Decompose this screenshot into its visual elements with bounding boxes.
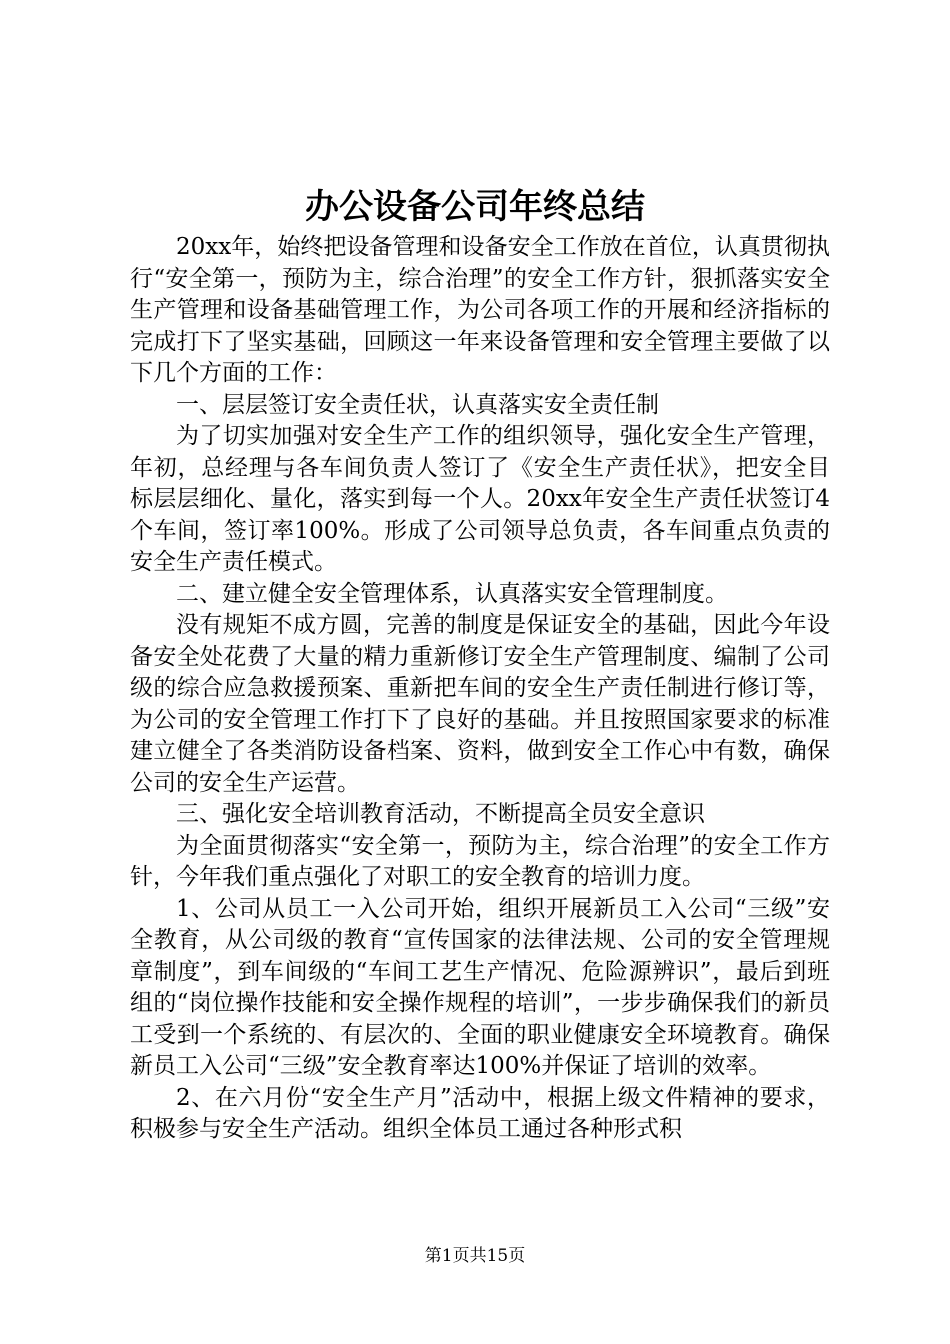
section-heading-2: 二、建立健全安全管理体系，认真落实安全管理制度。 <box>176 580 728 607</box>
section-heading-3: 三、强化安全培训教育活动，不断提高全员安全意识 <box>176 801 705 827</box>
paragraph-section-2: 没有规矩不成方圆，完善的制度是保证安全的基础，因此今年设备安全处花费了大量的精力重新修订安全生产管理制度、编制了公司级的综合应急救援预案、重新把车间的安全生产责任制进行修订等，为公司的安全管理工作打下了良好的基础。并且按照国家要求的标准建立健全了各类消防设备档案、资料，做到安全工作心中有数，确保公司的安全生产运营。 <box>130 612 830 796</box>
page-footer <box>0 1244 950 1268</box>
section-heading-1: 一、层层签订安全责任状，认真落实安全责任制 <box>176 391 659 418</box>
paragraph-section-1: 为了切实加强对安全生产工作的组织领导，强化安全生产管理，年初，总经理与各车间负责人签订了《安全生产责任状》，把安全目标层层细化、量化，落实到每一个人。20xx年安全生产责任状签订4个车间，签订率100%。形成了公司领导总负责，各车间重点负责的安全生产责任模式。 <box>130 423 830 575</box>
document-title: 办公设备公司年终总结 <box>305 187 645 227</box>
paragraph-intro: 20xx年，始终把设备管理和设备安全工作放在首位，认真贯彻执行“安全第一，预防为主，综合治理”的安全工作方针，狠抓落实安全生产管理和设备基础管理工作，为公司各项工作的开展和经济指标的完成打下了坚实基础，回顾这一年来设备管理和安全管理主要做了以下几个方面的工作： <box>130 234 830 386</box>
page-total: 共15页 <box>469 1246 526 1266</box>
document-body <box>130 232 830 1146</box>
paragraph-item-2: 2、在六月份“安全生产月”活动中，根据上级文件精神的要求，积极参与安全生产活动。组织全体员工通过各种形式积 <box>130 1084 830 1142</box>
paragraph-section-3: 为全面贯彻落实“安全第一，预防为主，综合治理”的安全工作方针，今年我们重点强化了对职工的安全教育的培训力度。 <box>130 832 830 890</box>
paragraph-item-1: 1、公司从员工一入公司开始，组织开展新员工入公司“三级”安全教育，从公司级的教育“宣传国家的法律法规、公司的安全管理规章制度”，到车间级的“车间工艺生产情况、危险源辨识”，最后到班组的“岗位操作技能和安全操作规程的培训”，一步步确保我们的新员工受到一个系统的、有层次的、全面的职业健康安全环境教育。确保新员工入公司“三级”安全教育率达100%并保证了培训的效率。 <box>130 895 830 1079</box>
page-number: 第1页 <box>424 1246 470 1266</box>
